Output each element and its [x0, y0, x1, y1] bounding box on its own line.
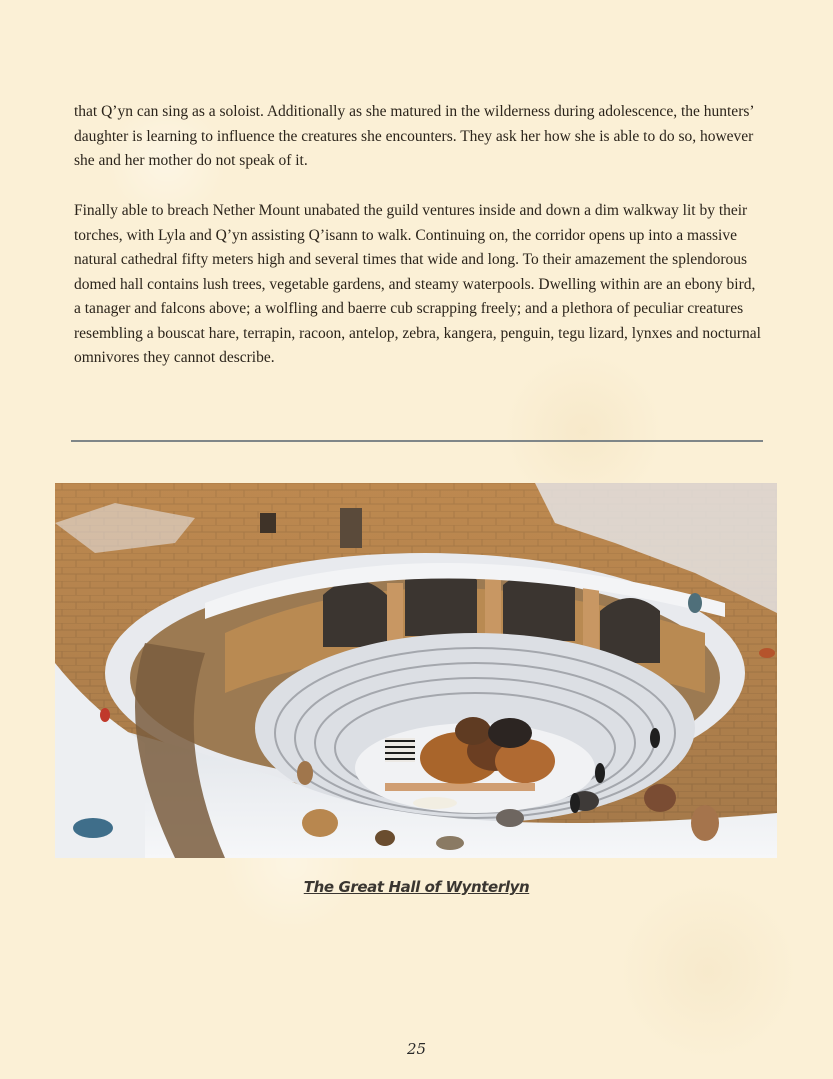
- body-paragraph: Finally able to breach Nether Mount unabated the guild ventures inside and down a dim walkway lit by their torches, with Lyla and Q’yn assisting Q’isann to walk. Continuing on, the corridor opens up into a massive natural cathedral fifty meters high and several times that wide and long. To their amazement the splendorous domed hall contains lush trees, vegetable gardens, and steamy waterpools. Dwelling within are an ebony bird, a tanager and falcons above; a wolfling and baerre cub scrapping freely; and a plethora of peculiar creatures resembling a bouscat hare, terrapin, racoon, antelop, zebra, kangera, penguin, tegu lizard, lynxes and nocturnal omnivores they cannot describe.: [74, 202, 761, 366]
- figure-caption: The Great Hall of Wynterlyn: [303, 878, 530, 896]
- great-hall-image: [55, 483, 777, 858]
- section-divider: [71, 440, 763, 442]
- body-paragraph: that Q’yn can sing as a soloist. Additionally as she matured in the wilderness during adolescence, the hunters’ daughter is learning to influence the creatures she encounters. They ask her how she is able to do so, however she and her mother do not speak of it.: [74, 103, 754, 169]
- great-hall-illustration: [55, 483, 777, 858]
- page-number: 25: [406, 1040, 427, 1058]
